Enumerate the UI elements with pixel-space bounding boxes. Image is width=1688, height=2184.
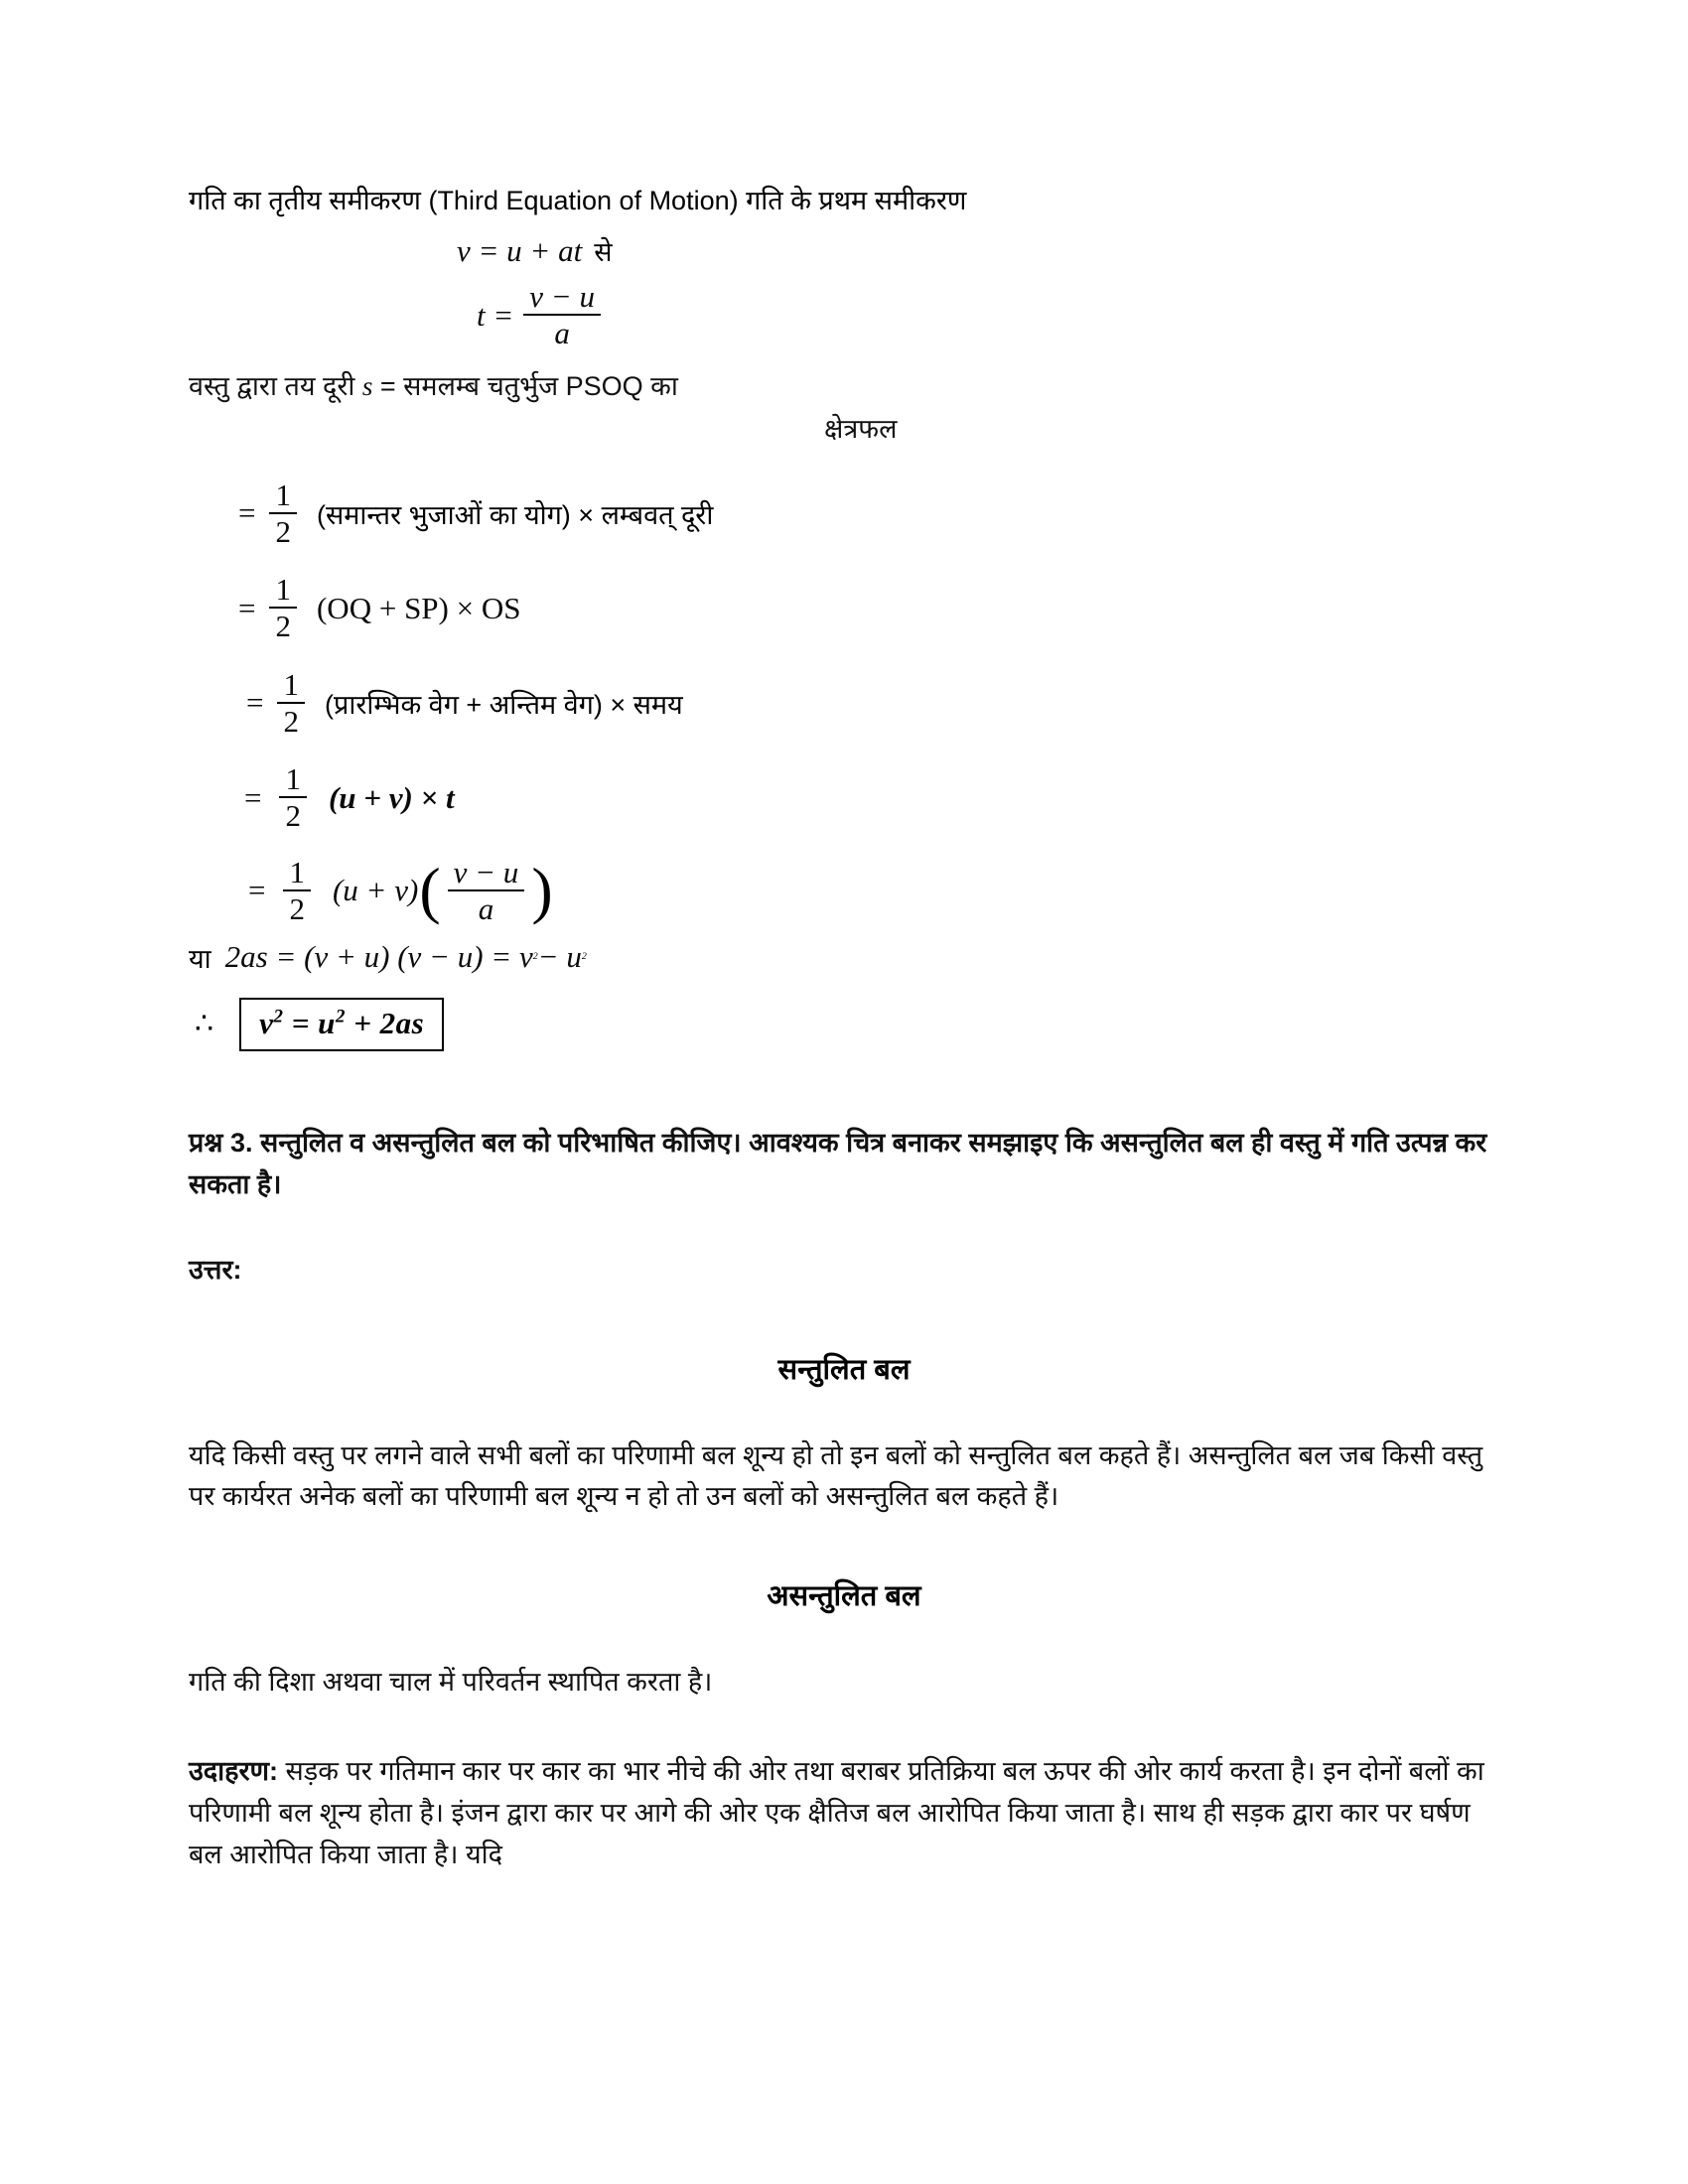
- or-label: या: [189, 943, 211, 974]
- step-expression-1: (समान्तर भुजाओं का योग) × लम्बवत् दूरी: [316, 499, 714, 530]
- fraction-denominator: a: [554, 316, 570, 351]
- example-paragraph: [189, 1751, 1499, 1876]
- question-number: प्रश्न 3.: [189, 1127, 253, 1158]
- distance-symbol-s: s: [361, 370, 373, 401]
- step-fraction-2: [269, 574, 297, 642]
- distance-area-word: क्षेत्रफल: [824, 413, 898, 444]
- step-fraction-numerator-2: 1: [269, 574, 297, 609]
- step-fraction-numerator-4: 1: [279, 763, 307, 798]
- section-heading-balanced-force: सन्तुलित बल: [777, 1353, 911, 1386]
- step-fraction-denominator-2: 2: [275, 609, 291, 644]
- step-equals-1: =: [238, 495, 256, 531]
- step-expression-2: (OQ + SP) × OS: [316, 590, 521, 625]
- distance-prefix: वस्तु द्वारा तय दूरी: [189, 370, 362, 401]
- section-body-unbalanced-force: गति की दिशा अथवा चाल में परिवर्तन स्थापित करता है।: [189, 1667, 713, 1698]
- step-row-5: [248, 854, 1499, 926]
- boxed-u-exponent: 2: [335, 1006, 346, 1027]
- equation-t-lhs: t =: [477, 297, 514, 333]
- page-content: [189, 184, 1499, 1876]
- boxed-v: v: [259, 1005, 274, 1040]
- step-equals-5: =: [248, 873, 266, 908]
- example-label: उदाहरण:: [189, 1756, 279, 1787]
- step-equals-3: =: [246, 685, 264, 721]
- boxed-result-row: [195, 998, 1499, 1051]
- step-fraction-numerator-3: 1: [277, 669, 305, 704]
- or-equation-part1: 2as = (v + u) (v − u) = v: [224, 939, 533, 975]
- boxed-equals-u: = u: [283, 1005, 336, 1040]
- step-row-4: [244, 763, 1499, 832]
- equation-v-equals-u-plus-at: [457, 232, 1499, 269]
- step-fraction-numerator-1: 1: [269, 479, 297, 514]
- step-fraction-4: [279, 763, 307, 832]
- section-body-balanced-force: यदि किसी वस्तु पर लगने वाले सभी बलों का परिणामी बल शून्य हो तो इन बलों को सन्तुलित बल कहते हैं। असन्तुलित बल जब किसी वस्तु पर कार्यरत अनेक बलों का परिणामी बल शून्य न हो तो उन बलों को असन्तुलित बल कहते हैं।: [189, 1439, 1483, 1512]
- equation-t-equals: [477, 281, 1499, 349]
- question-text: सन्तुलित व असन्तुलित बल को परिभाषित कीजिए। आवश्यक चित्र बनाकर समझाइए कि असन्तुलित बल ही वस्तु में गति उत्पन्न कर सकता है।: [189, 1127, 1487, 1199]
- therefore-icon: ∴: [195, 1008, 214, 1041]
- step-expression-5-binomial: (u + v): [332, 873, 419, 908]
- inner-fraction-denominator: a: [478, 890, 494, 926]
- boxed-third-equation: [239, 998, 444, 1051]
- step-fraction-1: [269, 479, 297, 548]
- step-expression-3: (प्रारम्भिक वेग + अन्तिम वेग) × समय: [324, 689, 683, 720]
- step-row-1: [238, 479, 1499, 548]
- third-equation-intro: [189, 184, 1499, 218]
- equation-first-law: v = u + at: [457, 232, 583, 268]
- fraction-v-minus-u-over-a: [523, 281, 601, 349]
- answer-label: उत्तर:: [189, 1254, 242, 1285]
- step-expression-4: (u + v) × t: [328, 779, 455, 815]
- fraction-numerator: v − u: [523, 281, 601, 316]
- step-fraction-5: [283, 854, 311, 926]
- step-fraction-denominator-1: 2: [275, 513, 291, 549]
- or-equation-row: या 2as = (v + u) (v − u) = v 2 − u 2: [189, 939, 587, 975]
- step-row-2: [238, 574, 1499, 642]
- intro-hindi-prefix: गति का तृतीय समीकरण: [189, 186, 429, 215]
- step-fraction-denominator-4: 2: [285, 798, 301, 834]
- step-fraction-denominator-5: 2: [289, 890, 305, 926]
- left-paren-icon: (: [419, 855, 441, 926]
- right-paren-icon: ): [531, 855, 553, 926]
- distance-trapezium-line: [189, 366, 1499, 407]
- equation-se-suffix: से: [594, 237, 613, 268]
- inner-fraction-v-minus-u-over-a: [448, 854, 525, 926]
- step-fraction-numerator-5: 1: [283, 857, 311, 891]
- step-fraction-3: [277, 666, 305, 739]
- intro-english-term: (Third Equation of Motion): [428, 186, 739, 215]
- boxed-plus-2as: + 2as: [345, 1005, 425, 1040]
- step-equals-2: =: [238, 590, 256, 625]
- step-fraction-denominator-3: 2: [283, 703, 299, 739]
- step-row-3: [246, 666, 1499, 739]
- or-equation-part2: − u: [537, 939, 582, 975]
- section-heading-unbalanced-force: असन्तुलित बल: [767, 1580, 921, 1613]
- distance-suffix: = समलम्ब चतुर्भुज PSOQ का: [372, 370, 678, 401]
- inner-fraction-numerator: v − u: [448, 857, 525, 891]
- step-equals-4: =: [244, 779, 262, 815]
- question-3: [189, 1123, 1499, 1206]
- example-text: सड़क पर गतिमान कार पर कार का भार नीचे की ओर तथा बराबर प्रतिक्रिया बल ऊपर की ओर कार्य करता है। इन दोनों बलों का परिणामी बल शून्य होता है। इंजन द्वारा कार पर आगे की ओर एक क्षैतिज बल आरोपित किया जाता है। साथ ही सड़क द्वारा कार पर घर्षण बल आरोपित किया जाता है। यदि: [189, 1756, 1484, 1869]
- intro-hindi-suffix: गति के प्रथम समीकरण: [738, 186, 967, 215]
- boxed-v-exponent: 2: [273, 1006, 284, 1027]
